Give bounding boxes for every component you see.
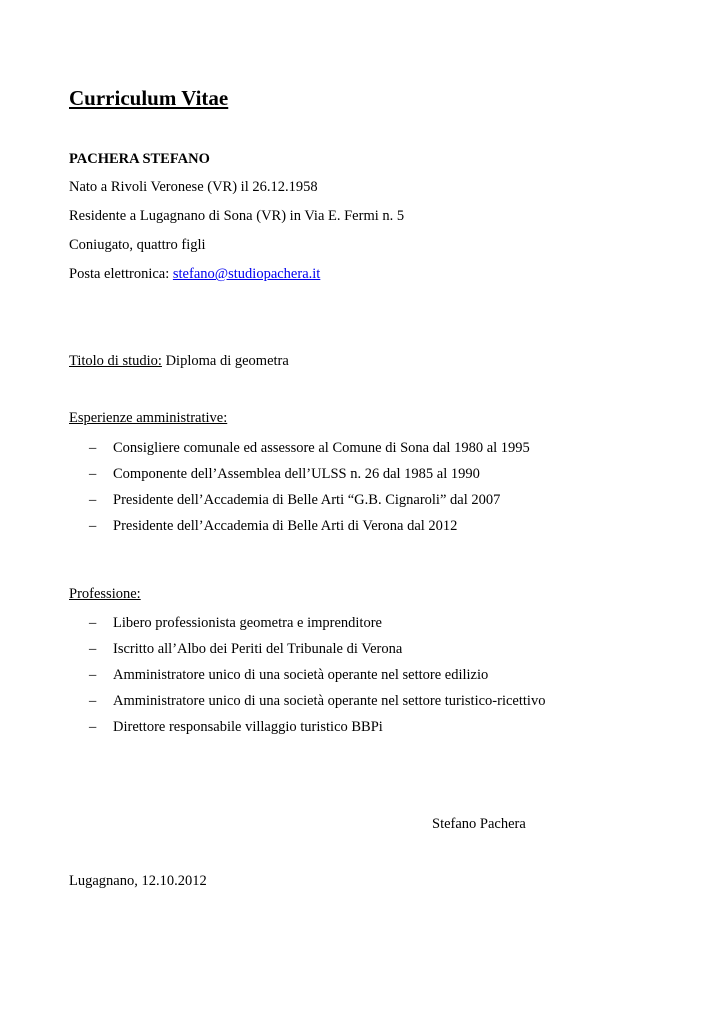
list-item — [0, 518, 725, 538]
bullet-dash: – — [89, 667, 97, 683]
list-item — [0, 615, 725, 635]
list-item — [0, 667, 725, 687]
list-item — [0, 466, 725, 486]
profession-heading: Professione: — [69, 586, 141, 602]
list-item-text: Presidente dell’Accademia di Belle Arti di Verona dal 2012 — [113, 518, 458, 534]
email-label: Posta elettronica: — [69, 266, 173, 282]
email-line — [69, 266, 320, 283]
bullet-dash: – — [89, 693, 97, 709]
list-item — [0, 440, 725, 460]
bullet-dash: – — [89, 641, 97, 657]
person-name: PACHERA STEFANO — [69, 151, 210, 167]
list-item — [0, 693, 725, 713]
document-title: Curriculum Vitae — [69, 86, 229, 110]
bullet-dash: – — [89, 615, 97, 631]
birth-info: Nato a Rivoli Veronese (VR) il 26.12.1958 — [69, 179, 318, 195]
family-info: Coniugato, quattro figli — [69, 237, 206, 253]
list-item-text: Componente dell’Assemblea dell’ULSS n. 26 dal 1985 al 1990 — [113, 466, 480, 482]
education-value: Diploma di geometra — [161, 353, 289, 369]
education-label: Titolo di studio: — [69, 353, 162, 369]
bullet-dash: – — [89, 719, 97, 735]
list-item-text: Consigliere comunale ed assessore al Comune di Sona dal 1980 al 1995 — [113, 440, 530, 456]
list-item-text: Amministratore unico di una società operante nel settore edilizio — [113, 667, 489, 683]
education-line — [69, 353, 289, 370]
residence-info: Residente a Lugagnano di Sona (VR) in Via E. Fermi n. 5 — [69, 208, 405, 224]
place-date: Lugagnano, 12.10.2012 — [69, 873, 207, 889]
list-item-text: Presidente dell’Accademia di Belle Arti “G.B. Cignaroli” dal 2007 — [113, 492, 501, 508]
bullet-dash: – — [89, 518, 97, 534]
list-item-text: Direttore responsabile villaggio turistico BBPi — [113, 719, 383, 735]
signature: Stefano Pachera — [432, 816, 526, 832]
list-item-text: Libero professionista geometra e imprenditore — [113, 615, 382, 631]
list-item — [0, 719, 725, 739]
list-item-text: Amministratore unico di una società operante nel settore turistico-ricettivo — [113, 693, 546, 709]
bullet-dash: – — [89, 492, 97, 508]
bullet-dash: – — [89, 440, 97, 456]
list-item — [0, 492, 725, 512]
admin-experience-heading: Esperienze amministrative: — [69, 410, 228, 426]
bullet-dash: – — [89, 466, 97, 482]
list-item-text: Iscritto all’Albo dei Periti del Tribunale di Verona — [113, 641, 403, 657]
email-link[interactable]: stefano@studiopachera.it — [172, 266, 321, 282]
list-item — [0, 641, 725, 661]
